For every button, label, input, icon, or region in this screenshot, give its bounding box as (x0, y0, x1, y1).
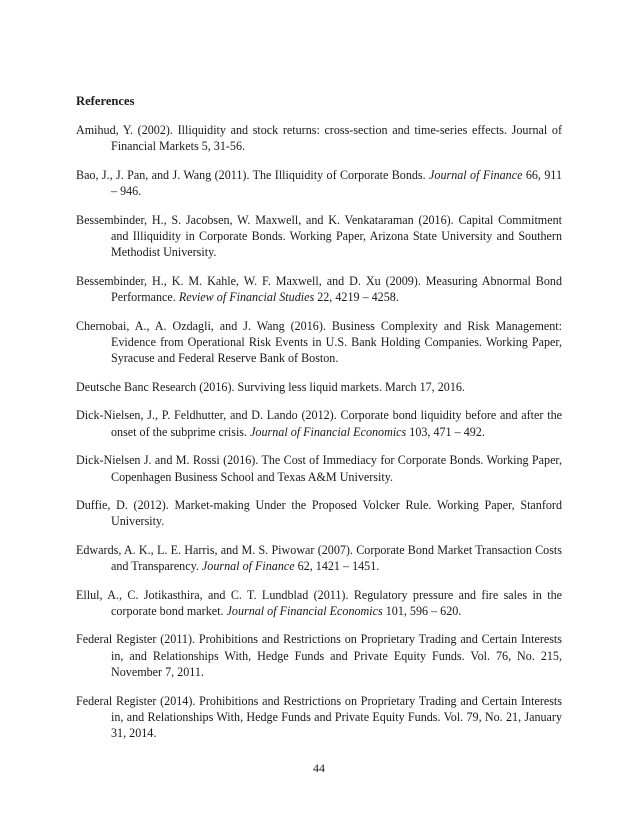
reference-entry (76, 212, 562, 261)
reference-text: Ellul, A., C. Jotikasthira, and C. T. Lundblad (2011). Regulatory pressure and fire sales in the corporate bond market. (76, 587, 562, 618)
references-heading: References (76, 94, 135, 108)
reference-entry (76, 273, 562, 306)
reference-details: 66, 911 – 946. (111, 167, 563, 199)
reference-details: 103, 471 – 492. (406, 424, 485, 439)
reference-entry (76, 452, 562, 485)
reference-journal: Journal of Finance (201, 559, 295, 574)
reference-text: Dick-Nielsen J. and M. Rossi (2016). The Cost of Immediacy for Corporate Bonds. Working Paper, Copenhagen Business School and Texas A&M University. (76, 453, 562, 484)
reference-entry (76, 122, 562, 155)
reference-text: Federal Register (2014). Prohibitions and Restrictions on Proprietary Trading and Certain Interests in, and Relationships With, Hedge Funds and Private Equity Funds. Vol. 79, No. 21, January 31, 2014. (76, 693, 562, 741)
reference-text: Deutsche Banc Research (2016). Surviving less liquid markets. March 17, 2016. (76, 379, 465, 394)
reference-details: 101, 596 – 620. (382, 603, 462, 618)
reference-entry (76, 379, 562, 395)
reference-journal: Journal of Financial Economics (226, 603, 383, 618)
reference-text: Bessembinder, H., S. Jacobsen, W. Maxwell, and K. Venkataraman (2016). Capital Commitment and Illiquidity in Corporate Bonds. Working Paper, Arizona State University and Southern Methodist University. (76, 212, 562, 260)
reference-entry (76, 542, 562, 575)
reference-details: 62, 1421 – 1451. (294, 559, 380, 574)
reference-journal: Review of Financial Studies (178, 290, 315, 305)
reference-entry (76, 693, 562, 742)
reference-text: Amihud, Y. (2002). Illiquidity and stock returns: cross-section and time-series effects. Journal of Financial Markets 5, 31-56. (76, 123, 562, 154)
reference-text: Duffie, D. (2012). Market-making Under the Proposed Volcker Rule. Working Paper, Stanford University. (76, 497, 562, 529)
reference-text: Bessembinder, H., K. M. Kahle, W. F. Maxwell, and D. Xu (2009). Measuring Abnormal Bond Performance. (76, 273, 562, 305)
reference-entry (76, 167, 562, 200)
page-number: 44 (313, 761, 325, 775)
reference-details: 22, 4219 – 4258. (314, 290, 399, 305)
reference-entry (76, 497, 562, 530)
reference-text: Dick-Nielsen, J., P. Feldhutter, and D. Lando (2012). Corporate bond liquidity before and after the onset of the subprime crisis. (76, 408, 562, 439)
reference-text: Chernobai, A., A. Ozdagli, and J. Wang (2016). Business Complexity and Risk Management: Evidence from Operational Risk Events in U.S. Bank Holding Companies. Working Paper, Syracuse and Federal Reserve Bank of Boston. (76, 318, 562, 366)
reference-entry (76, 318, 562, 367)
reference-text: Edwards, A. K., L. E. Harris, and M. S. Piwowar (2007). Corporate Bond Market Transaction Costs and Transparency. (76, 542, 562, 574)
reference-journal: Journal of Financial Economics (250, 424, 407, 439)
reference-journal: Journal of Finance (429, 167, 523, 182)
reference-entry (76, 407, 562, 440)
reference-entry (76, 587, 562, 620)
reference-text: Federal Register (2011). Prohibitions and Restrictions on Proprietary Trading and Certain Interests in, and Relationships With, Hedge Funds and Private Equity Funds. Vol. 76, No. 215, November 7, 2011. (76, 632, 562, 680)
reference-list (76, 122, 562, 754)
reference-text: Bao, J., J. Pan, and J. Wang (2011). The Illiquidity of Corporate Bonds. (76, 167, 430, 182)
reference-entry (76, 631, 562, 680)
